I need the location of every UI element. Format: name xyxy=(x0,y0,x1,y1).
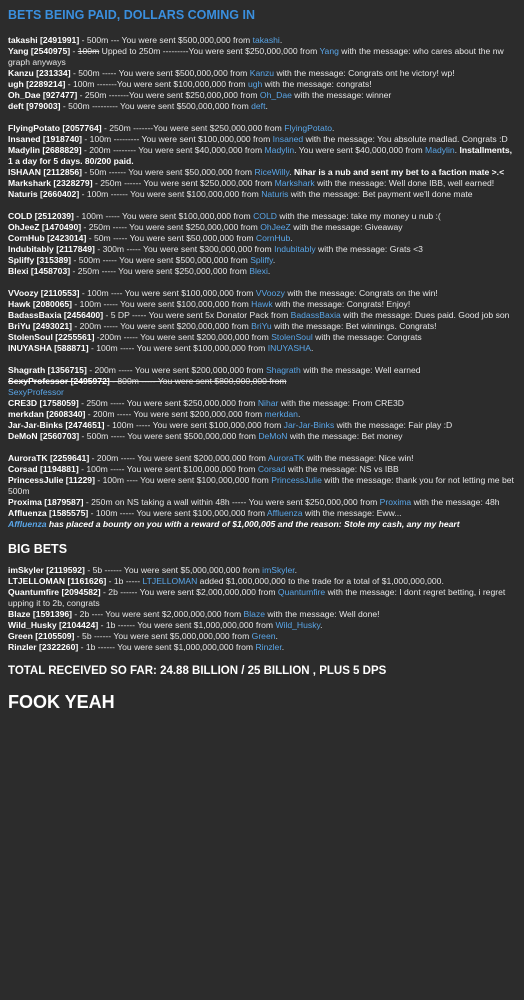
player-name: ugh [2289214] xyxy=(8,79,66,89)
line-text: added $1,000,000,000 to the trade for a total of $1,000,000,000. xyxy=(197,576,444,586)
player-link[interactable]: Quantumfire xyxy=(277,587,326,597)
line-text: with the message: Dues paid. Good job son xyxy=(340,310,510,320)
player-link[interactable]: BadassBaxia xyxy=(290,310,341,320)
line-text: - 500m ----- You were sent $500,000,000 from xyxy=(70,68,250,78)
payment-line xyxy=(8,101,516,112)
player-link[interactable]: Blexi xyxy=(249,266,268,276)
player-link[interactable]: StolenSoul xyxy=(271,332,313,342)
payment-line xyxy=(8,222,516,233)
line-text: with the message: Well done IBB, well earned! xyxy=(314,178,495,188)
player-name: Rinzler [2322260] xyxy=(8,642,79,652)
player-name: Hawk [2080065] xyxy=(8,299,73,309)
player-link[interactable]: INUYASHA xyxy=(267,343,311,353)
payment-line xyxy=(8,519,516,530)
line-text: - 500m ----- You were sent $500,000,000 from xyxy=(79,431,259,441)
line-text: - 100m ----- You were sent $100,000,000 from xyxy=(88,343,268,353)
line-text: - 5 DP ----- You were sent 5x Donator Pack from xyxy=(103,310,291,320)
line-text: - 250m ----- You were sent $250,000,000 from xyxy=(78,398,258,408)
payment-line xyxy=(8,321,516,332)
player-link[interactable]: Rinzler xyxy=(255,642,282,652)
line-text: - 200m ----- You were sent $200,000,000 from xyxy=(72,321,252,331)
player-link[interactable]: Shagrath xyxy=(265,365,301,375)
line-text: . xyxy=(265,101,268,111)
player-name: imSkyler [2119592] xyxy=(8,565,85,575)
payment-line xyxy=(8,497,516,508)
big-bets-heading: BIG BETS xyxy=(8,542,68,556)
note-text: Installments, 1 a day for 5 days. 80/200 paid. xyxy=(8,145,512,166)
player-name: Corsad [1194881] xyxy=(8,464,79,474)
player-link[interactable]: takashi xyxy=(252,35,280,45)
line-text: with the message: Well earned xyxy=(300,365,421,375)
line-text: - 2b ---- You were sent $2,000,000,000 from xyxy=(72,609,244,619)
payment-line xyxy=(8,365,516,376)
line-text: - 2b ------ You were sent $2,000,000,000 from xyxy=(100,587,278,597)
payment-line xyxy=(8,288,516,299)
payment-group xyxy=(8,123,516,200)
player-name: SexyProfessor [2495972] xyxy=(8,376,110,386)
player-name: AuroraTK [2259641] xyxy=(8,453,90,463)
line-text: with the message: take my money u nub :( xyxy=(276,211,441,221)
player-link[interactable]: RiceWilly xyxy=(254,167,290,177)
payment-line xyxy=(8,376,516,387)
player-link[interactable]: Madylin xyxy=(264,145,295,155)
player-name: INUYASHA [588871] xyxy=(8,343,89,353)
player-name: BriYu [2493021] xyxy=(8,321,73,331)
line-text: - 5b ------ You were sent $5,000,000,000 from xyxy=(74,631,252,641)
player-name: Markshark [2328279] xyxy=(8,178,93,188)
player-link[interactable]: Wild_Husky xyxy=(275,620,321,630)
player-link[interactable]: Oh_Dae xyxy=(259,90,292,100)
player-name: Jar-Jar-Binks [2474651] xyxy=(8,420,105,430)
payment-line xyxy=(8,431,516,442)
line-text: - 200m ----- You were sent $200,000,000 from xyxy=(85,409,265,419)
player-name: PrincessJulie [11229] xyxy=(8,475,95,485)
line-text: - 200m ----- You were sent $200,000,000 from xyxy=(89,453,268,463)
payment-line xyxy=(8,167,516,178)
player-link[interactable]: merkdan xyxy=(264,409,298,419)
player-name: Shagrath [1356715] xyxy=(8,365,87,375)
post-title: BETS BEING PAID, DOLLARS COMING IN xyxy=(8,8,255,22)
line-text: -200m ----- You were sent $200,000,000 from xyxy=(94,332,272,342)
player-link[interactable]: Insaned xyxy=(272,134,304,144)
player-name: CornHub [2423014] xyxy=(8,233,87,243)
payment-line xyxy=(8,178,516,189)
payment-line xyxy=(8,244,516,255)
payment-line xyxy=(8,475,516,497)
player-link[interactable]: VVoozy xyxy=(255,288,285,298)
player-name: CRE3D [1758059] xyxy=(8,398,79,408)
line-text: with the message: You absolute madlad. Congrats :D xyxy=(303,134,508,144)
payment-line xyxy=(8,189,516,200)
player-link[interactable]: Madylin xyxy=(425,145,455,155)
line-text: - 100m ----- You were sent $100,000,000 from xyxy=(78,464,258,474)
struck-text: 100m xyxy=(77,46,100,56)
player-name: Green [2105509] xyxy=(8,631,75,641)
player-name: ISHAAN [2112856] xyxy=(8,167,83,177)
player-link[interactable]: Affluenza xyxy=(8,519,47,529)
payment-line xyxy=(8,398,516,409)
line-text: with the message: Bet payment we'll done mate xyxy=(288,189,473,199)
player-link[interactable]: ugh xyxy=(247,79,263,89)
player-name: Wild_Husky [2104424] xyxy=(8,620,99,630)
player-name: Insaned [1918740] xyxy=(8,134,83,144)
payment-group xyxy=(8,35,516,112)
line-text: . xyxy=(297,409,301,419)
line-text: with the message: Eww... xyxy=(302,508,402,518)
payment-line xyxy=(8,631,516,642)
line-text: - 100m ----- You were sent $100,000,000 from xyxy=(104,420,284,430)
player-name: Blaze [1591396] xyxy=(8,609,73,619)
player-link[interactable]: Nihar xyxy=(257,398,279,408)
line-text: - 200m ----- You were sent $200,000,000 from xyxy=(86,365,266,375)
player-name: OhJeeZ [1470490] xyxy=(8,222,82,232)
player-link[interactable]: deft xyxy=(251,101,266,111)
payment-line xyxy=(8,233,516,244)
player-name: Proxima [1879587] xyxy=(8,497,84,507)
payment-log xyxy=(8,35,516,530)
player-link[interactable]: Yang xyxy=(319,46,339,56)
line-text: with the message: Fair play :D xyxy=(334,420,453,430)
line-text: with the message: Bet winnings. Congrats! xyxy=(271,321,437,331)
line-text: - 200m -------- You were sent $40,000,000 from xyxy=(81,145,265,155)
note-text: Nihar is a nub and sent my bet to a faction mate >.< xyxy=(293,167,505,177)
line-text: with the message: Congrats ont he victory! wp! xyxy=(274,68,455,78)
player-name: Naturis [2660402] xyxy=(8,189,80,199)
big-bets-list xyxy=(8,565,516,653)
bounty-text: has placed a bounty on you with a reward of $1,000,005 and the reason: Stole my cash, any my heart xyxy=(46,519,460,529)
player-link[interactable]: FlyingPotato xyxy=(284,123,333,133)
line-text: . xyxy=(281,642,285,652)
payment-line xyxy=(8,211,516,222)
line-text: . xyxy=(320,620,323,630)
payment-line xyxy=(8,332,516,343)
payment-line xyxy=(8,464,516,475)
player-link[interactable]: Proxima xyxy=(379,497,412,507)
payment-line xyxy=(8,508,516,519)
line-text: . xyxy=(272,255,276,265)
line-text: with the message: Congrats xyxy=(312,332,422,342)
line-text: - 250m ------ You were sent $250,000,000 from xyxy=(92,178,275,188)
closing-text: FOOK YEAH xyxy=(8,692,115,712)
line-text: with the message: thank you for not letting me bet 500m xyxy=(8,475,514,496)
player-link[interactable]: SexyProfessor xyxy=(8,387,64,397)
payment-group xyxy=(8,453,516,530)
line-text: - xyxy=(70,46,78,56)
payment-group xyxy=(8,211,516,277)
player-link[interactable]: Spliffy xyxy=(250,255,273,265)
line-text: - 100m --------- You were sent $100,000,000 from xyxy=(82,134,273,144)
payment-line xyxy=(8,145,516,167)
line-text: with the message: NS vs IBB xyxy=(285,464,399,474)
line-text: with the message: Giveaway xyxy=(290,222,403,232)
line-text: - 100m ---- You were sent $100,000,000 from xyxy=(94,475,272,485)
line-text: with the message: winner xyxy=(291,90,392,100)
line-text: - 100m ----- You were sent $100,000,000 from xyxy=(72,299,252,309)
line-text: . xyxy=(279,35,283,45)
player-name: Quantumfire [2094582] xyxy=(8,587,101,597)
player-name: Spliffy [315389] xyxy=(8,255,72,265)
payment-line xyxy=(8,387,516,398)
player-name: LTJELLOMAN [1161626] xyxy=(8,576,107,586)
line-text: with the message: congrats! xyxy=(262,79,372,89)
payment-line xyxy=(8,79,516,90)
line-text: with the message: Bet money xyxy=(287,431,403,441)
payment-line xyxy=(8,255,516,266)
payment-line xyxy=(8,343,516,354)
line-text: with the message: Grats <3 xyxy=(315,244,423,254)
payment-line xyxy=(8,609,516,620)
player-link[interactable]: BriYu xyxy=(251,321,272,331)
payment-line xyxy=(8,299,516,310)
line-text: - 300m ----- You were sent $300,000,000 from xyxy=(94,244,275,254)
line-text: with the message: who cares about the nw graph anyways xyxy=(8,46,504,67)
player-name: COLD [2512039] xyxy=(8,211,74,221)
line-text: - 500m --- You were sent $500,000,000 from xyxy=(79,35,253,45)
player-name: DeMoN [2560703] xyxy=(8,431,80,441)
player-link[interactable]: DeMoN xyxy=(258,431,288,441)
line-text: with the message: From CRE3D xyxy=(278,398,404,408)
player-name: Blexi [1458703] xyxy=(8,266,71,276)
player-link[interactable]: PrincessJulie xyxy=(271,475,322,485)
payment-line xyxy=(8,68,516,79)
line-text: with the message: Nice win! xyxy=(304,453,414,463)
line-text: . xyxy=(275,631,278,641)
line-text: with the message: 48h xyxy=(411,497,500,507)
line-text: - 50m ----- You were sent $50,000,000 from xyxy=(86,233,256,243)
payment-line xyxy=(8,453,516,464)
player-link[interactable]: Naturis xyxy=(261,189,289,199)
player-name: Yang [2540975] xyxy=(8,46,71,56)
player-link[interactable]: OhJeeZ xyxy=(260,222,291,232)
line-text: - 250m -------You were sent $250,000,000 from xyxy=(77,90,260,100)
payment-line xyxy=(8,576,516,587)
line-text: - 500m ----- You were sent $500,000,000 from xyxy=(71,255,251,265)
line-text: - 800m ----- You were sent $800,000,000 from xyxy=(109,376,287,386)
player-link[interactable]: AuroraTK xyxy=(267,453,305,463)
line-text: . You were sent $40,000,000 from xyxy=(294,145,426,155)
player-link[interactable]: Affluenza xyxy=(266,508,303,518)
player-link[interactable]: Corsad xyxy=(257,464,286,474)
payment-line xyxy=(8,409,516,420)
line-text: - 1b ----- xyxy=(106,576,143,586)
total-received: TOTAL RECEIVED SO FAR: 24.88 BILLION / 25 BILLION , PLUS 5 DPS xyxy=(8,665,387,677)
line-text: with the message: Congrats on the win! xyxy=(284,288,438,298)
line-text: - 250m ----- You were sent $250,000,000 from xyxy=(70,266,250,276)
payment-line xyxy=(8,123,516,134)
player-link[interactable]: Kanzu xyxy=(249,68,275,78)
payment-line xyxy=(8,134,516,145)
player-link[interactable]: Blaze xyxy=(243,609,266,619)
line-text: - 100m ----- You were sent $100,000,000 from xyxy=(88,508,267,518)
player-link[interactable]: imSkyler xyxy=(262,565,295,575)
payment-line xyxy=(8,620,516,631)
line-text: . xyxy=(294,565,298,575)
payment-line xyxy=(8,310,516,321)
player-name: deft [979003] xyxy=(8,101,61,111)
payment-line xyxy=(8,420,516,431)
payment-group xyxy=(8,288,516,354)
line-text: . xyxy=(332,123,335,133)
payment-line xyxy=(8,35,516,46)
player-link[interactable]: Markshark xyxy=(274,178,315,188)
payment-line xyxy=(8,46,516,68)
line-text: - 100m ----- You were sent $100,000,000 from xyxy=(73,211,254,221)
player-name: Indubitably [2117849] xyxy=(8,244,95,254)
line-text: . xyxy=(289,167,294,177)
player-name: takashi [2491991] xyxy=(8,35,80,45)
payment-line xyxy=(8,90,516,101)
line-text: . xyxy=(267,266,271,276)
line-text: with the message: Well done! xyxy=(265,609,380,619)
payment-group xyxy=(8,365,516,442)
player-name: Affluenza [1585575] xyxy=(8,508,89,518)
player-link[interactable]: Indubitably xyxy=(274,244,316,254)
line-text: Upped to 250m ---------You were sent $250,000,000 from xyxy=(99,46,320,56)
line-text: - 100m ---- You were sent $100,000,000 from xyxy=(79,288,256,298)
payment-line xyxy=(8,266,516,277)
player-link[interactable]: Hawk xyxy=(251,299,273,309)
line-text: - 100m -------You were sent $100,000,000 from xyxy=(65,79,248,89)
player-name: VVoozy [2110553] xyxy=(8,288,80,298)
line-text: - 250m ----- You were sent $250,000,000 from xyxy=(81,222,261,232)
player-name: Kanzu [231334] xyxy=(8,68,71,78)
line-text: - 500m --------- You were sent $500,000,000 from xyxy=(60,101,252,111)
player-name: Oh_Dae [927477] xyxy=(8,90,78,100)
player-name: FlyingPotato [2057764] xyxy=(8,123,102,133)
payment-line xyxy=(8,642,516,653)
line-text: with the message: Congrats! Enjoy! xyxy=(272,299,411,309)
line-text: . xyxy=(311,343,314,353)
line-text: - 1b ------ You were sent $1,000,000,000 from xyxy=(98,620,276,630)
line-text: - 1b ------ You were sent $1,000,000,000 from xyxy=(78,642,256,652)
line-text: - 50m ------ You were sent $50,000,000 from xyxy=(82,167,255,177)
player-name: merkdan [2608340] xyxy=(8,409,86,419)
line-text: . xyxy=(454,145,460,155)
payment-line xyxy=(8,587,516,609)
player-name: BadassBaxia [2456400] xyxy=(8,310,104,320)
player-link[interactable]: COLD xyxy=(253,211,277,221)
player-link[interactable]: LTJELLOMAN xyxy=(142,576,198,586)
player-link[interactable]: Green xyxy=(251,631,276,641)
player-link[interactable]: CornHub xyxy=(255,233,291,243)
line-text: - 5b ------ You were sent $5,000,000,000 from xyxy=(84,565,263,575)
line-text: - 100m ------ You were sent $100,000,000 from xyxy=(79,189,262,199)
line-text: - 250m on NS taking a wall within 48h ----- You were sent $250,000,000 from xyxy=(83,497,380,507)
line-text: with the message: I dont regret betting, i regret upping it to 2b, congrats xyxy=(8,587,506,608)
payment-line xyxy=(8,565,516,576)
line-text: - 250m -------You were sent $250,000,000 from xyxy=(101,123,285,133)
player-link[interactable]: Jar-Jar-Binks xyxy=(283,420,335,430)
line-text: . xyxy=(290,233,293,243)
player-name: Madylin [2688829] xyxy=(8,145,82,155)
player-name: StolenSoul [2255561] xyxy=(8,332,95,342)
